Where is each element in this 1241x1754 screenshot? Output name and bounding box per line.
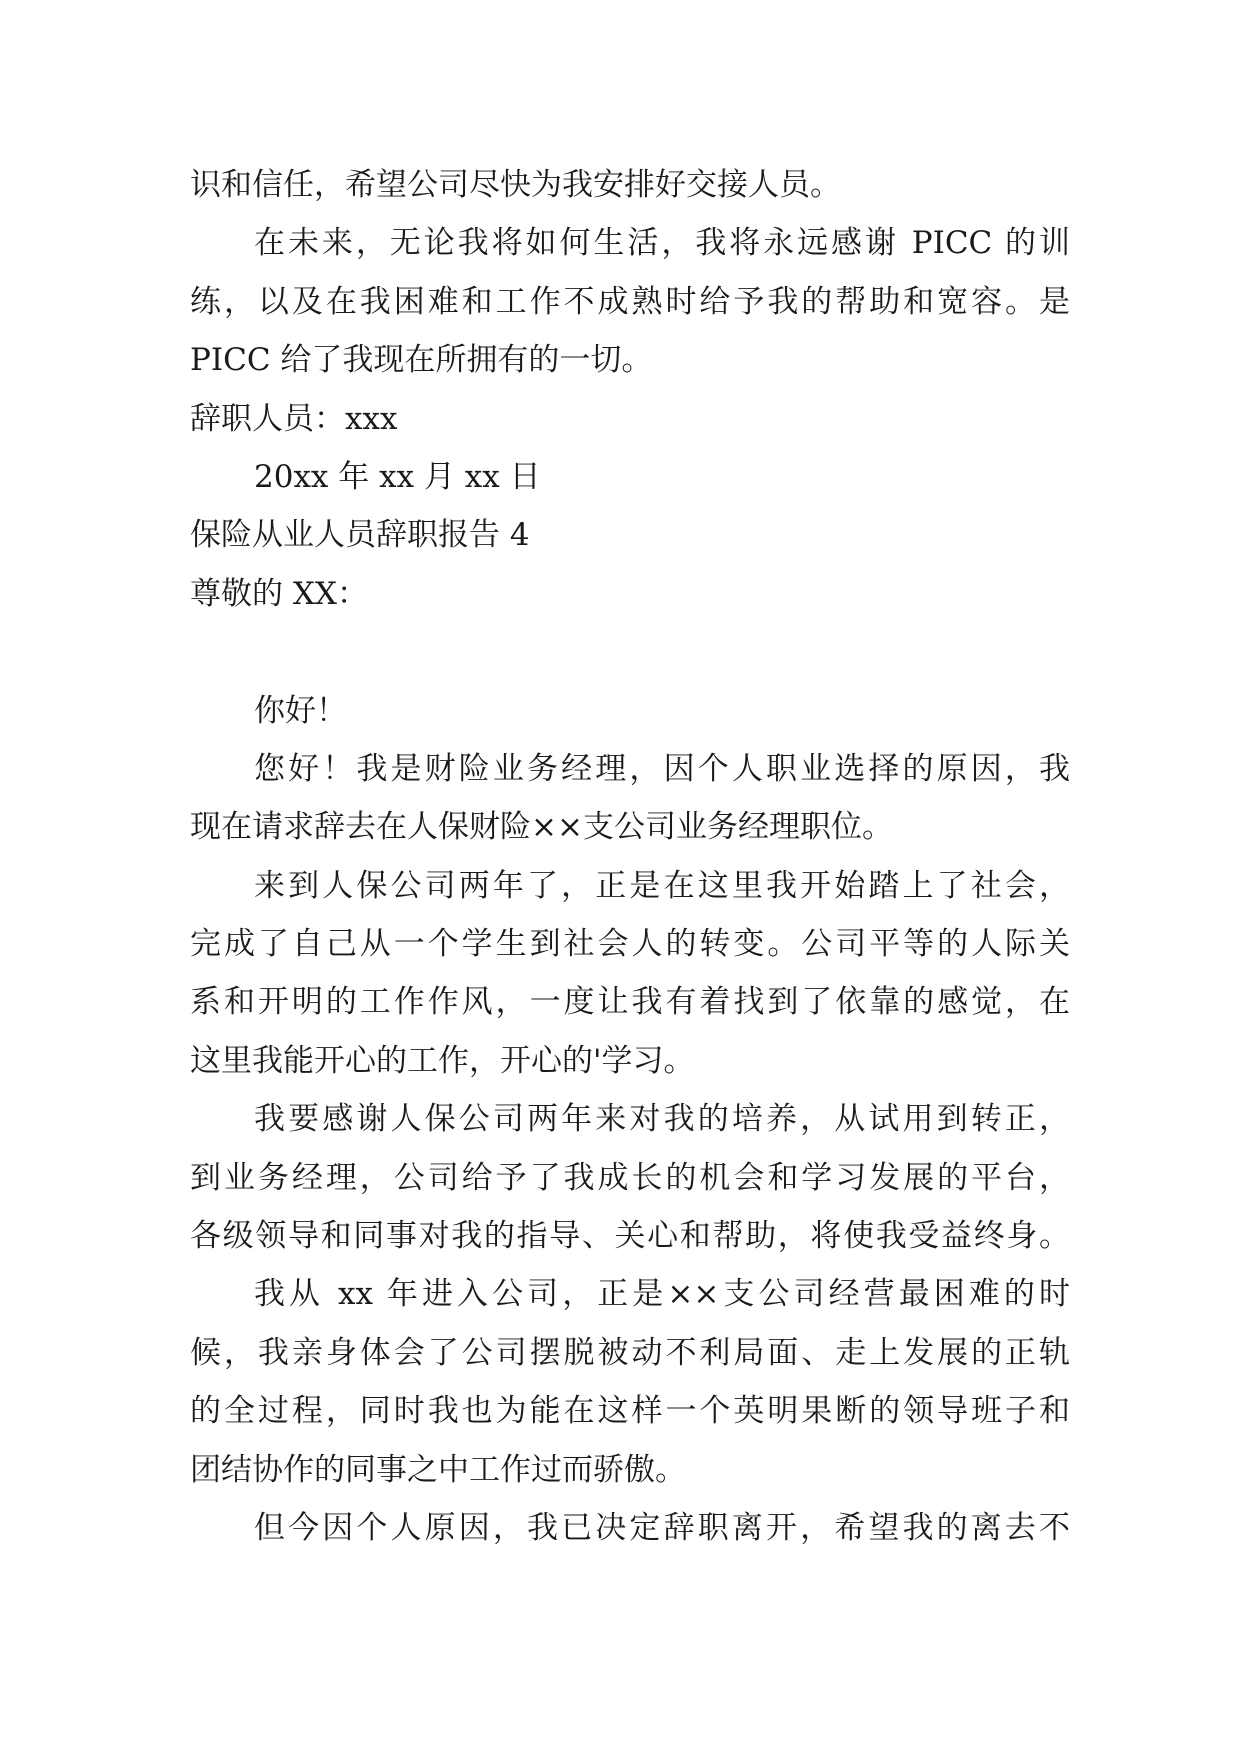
- text-line: 系和开明的工作作风，一度让我有着找到了依靠的感觉，在: [190, 984, 1070, 1021]
- text-line: 候，我亲身体会了公司摆脱被动不利局面、走上发展的正轨: [190, 1334, 1070, 1371]
- section-title: 保险从业人员辞职报告 4: [190, 517, 530, 554]
- text-line: 现在请求辞去在人保财险××支公司业务经理职位。: [190, 809, 893, 846]
- text-line: 我从 xx 年进入公司，正是××支公司经营最困难的时: [254, 1276, 1070, 1313]
- text-line: 您好！我是财险业务经理，因个人职业选择的原因，我: [254, 750, 1070, 787]
- signature-line: 辞职人员：xxx: [190, 400, 398, 437]
- text-line: 练，以及在我困难和工作不成熟时给予我的帮助和宽容。是: [190, 283, 1070, 320]
- text-line: 各级领导和同事对我的指导、关心和帮助，将使我受益终身。: [190, 1218, 1070, 1255]
- text-line: 到业务经理，公司给予了我成长的机会和学习发展的平台，: [190, 1159, 1070, 1196]
- text-line: PICC 给了我现在所拥有的一切。: [190, 342, 653, 379]
- document-body: [190, 156, 1070, 1557]
- text-line: 在未来，无论我将如何生活，我将永远感谢 PICC 的训: [254, 225, 1070, 262]
- text-line: 完成了自己从一个学生到社会人的转变。公司平等的人际关: [190, 926, 1070, 963]
- text-line: 但今因个人原因，我已决定辞职离开，希望我的离去不: [254, 1509, 1070, 1546]
- text-line: 来到人保公司两年了，正是在这里我开始踏上了社会，: [254, 867, 1070, 904]
- text-line: 我要感谢人保公司两年来对我的培养，从试用到转正，: [254, 1101, 1070, 1138]
- text-line: 这里我能开心的工作，开心的'学习。: [190, 1042, 695, 1079]
- date-line: 20xx 年 xx 月 xx 日: [254, 458, 541, 495]
- blank-line: [190, 623, 1070, 681]
- text-line: 团结协作的同事之中工作过而骄傲。: [190, 1451, 686, 1488]
- salutation: 尊敬的 XX：: [190, 575, 368, 612]
- text-line: 识和信任，希望公司尽快为我安排好交接人员。: [190, 167, 841, 203]
- text-line: 的全过程，同时我也为能在这样一个英明果断的领导班子和: [190, 1393, 1070, 1430]
- greeting: 你好！: [254, 692, 347, 729]
